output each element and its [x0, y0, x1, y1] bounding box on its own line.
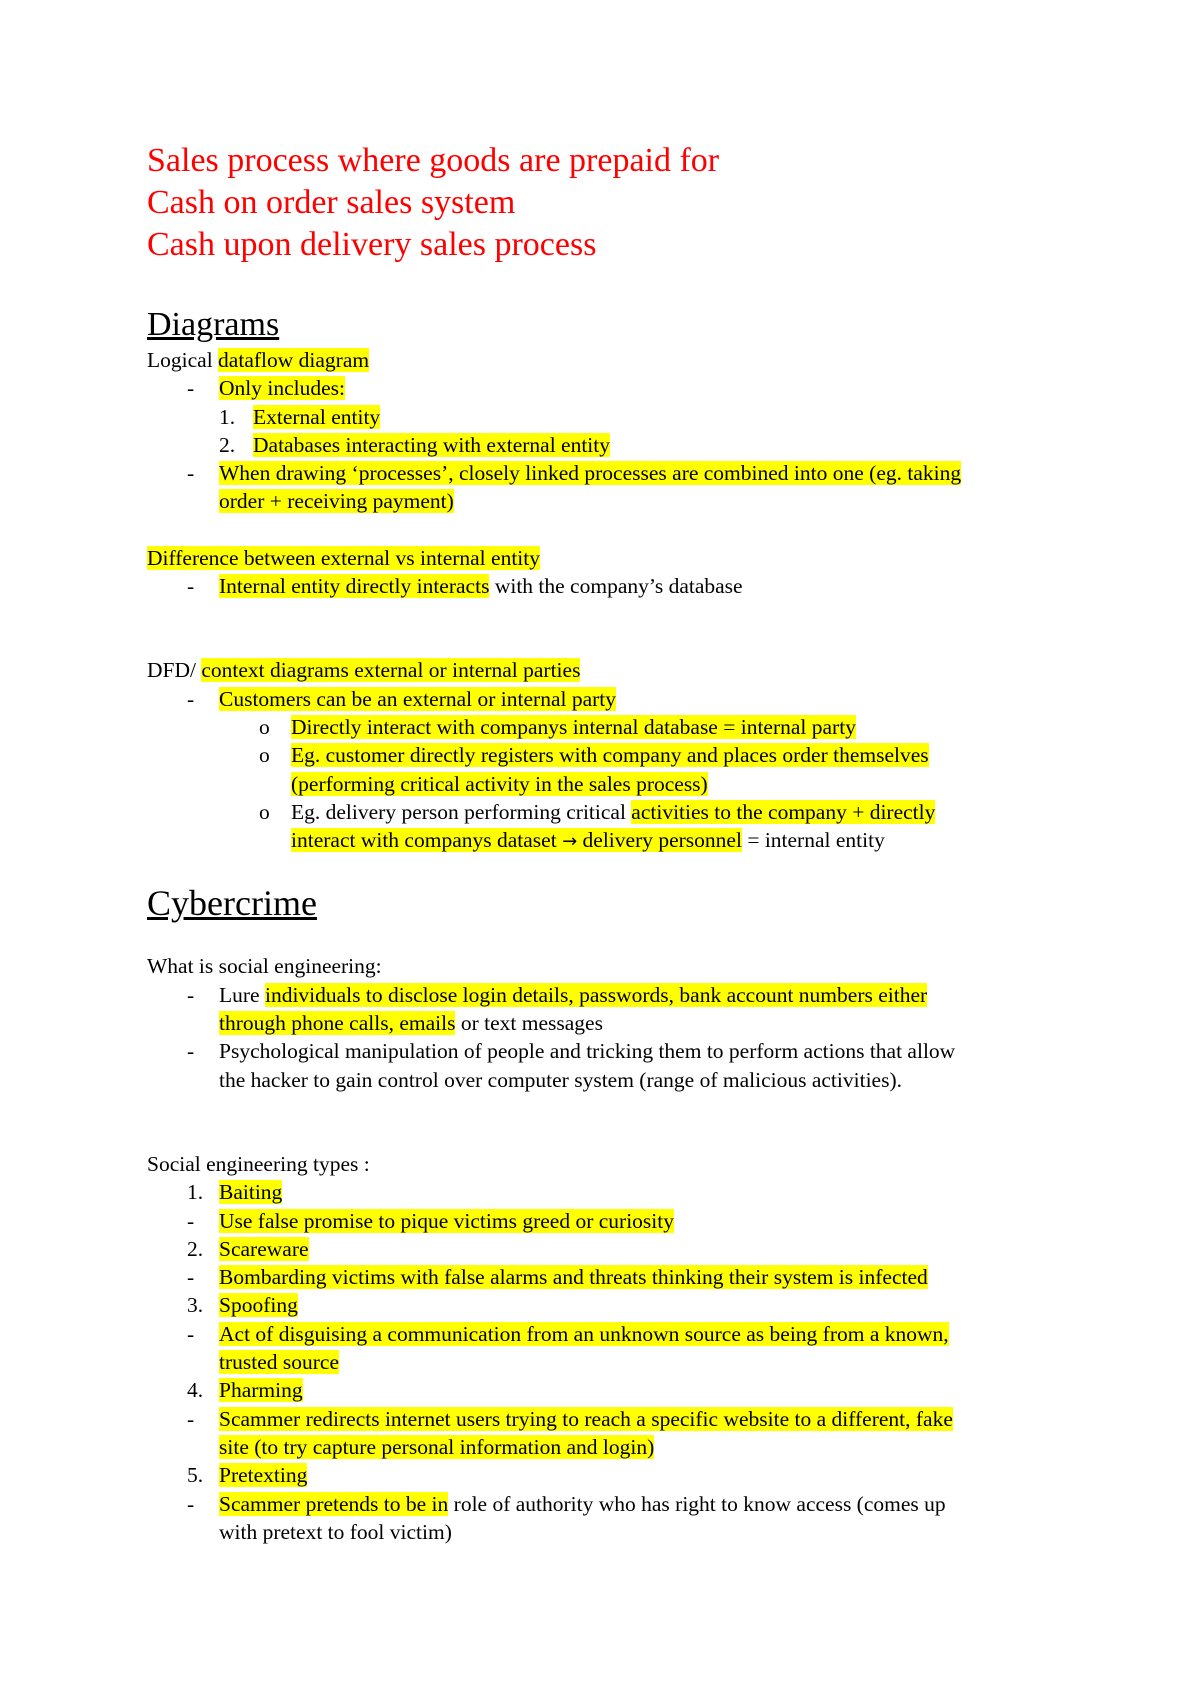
dash-marker: - [187, 982, 195, 1007]
sub3-rest: = internal entity [741, 828, 885, 853]
list-item [147, 1235, 1077, 1263]
dash-marker: - [187, 1321, 195, 1346]
list-item [147, 798, 1077, 857]
lure-rest: or text messages [455, 1011, 603, 1036]
number-marker: 1. [219, 404, 236, 429]
title-line-1: Sales process where goods are prepaid for [147, 142, 720, 179]
sub2-text-line-1: Eg. customer directly registers with company and places order themselves [291, 743, 929, 768]
title-block [147, 140, 1077, 266]
psych-line-2: the hacker to gain control over computer system (range of malicious activities). [219, 1067, 902, 1092]
diagrams-heading: Diagrams [147, 306, 280, 343]
list-item [147, 1263, 1077, 1291]
ldfd-title-highlight: dataflow diagram [218, 348, 370, 372]
dash-marker: - [187, 686, 195, 711]
type-name-pharming: Pharming [219, 1378, 303, 1403]
list-item [147, 1490, 1077, 1547]
diff-title-text: Difference between external vs internal entity [147, 545, 540, 570]
dash-marker: - [187, 376, 195, 401]
external-entity-text: External entity [253, 404, 381, 429]
se-question: What is social engineering: [147, 954, 382, 979]
number-marker: 5. [187, 1463, 204, 1488]
list-item [147, 685, 1077, 713]
list-item [147, 403, 1077, 431]
sub3-highlight-2 [291, 828, 742, 852]
bullet-marker: o [259, 743, 270, 768]
processes-text-line-1: When drawing ‘processes’, closely linked processes are combined into one (eg. taking [219, 461, 962, 486]
lure-plain: Lure [219, 982, 265, 1007]
ldfd-title-plain: Logical [147, 348, 219, 372]
cybercrime-heading: Cybercrime [147, 883, 317, 924]
ldfd-title [147, 346, 1077, 374]
diff-title [147, 544, 1077, 572]
pretext-rest-line-1: role of authority who has right to know access (comes up [448, 1491, 946, 1516]
types-title: Social engineering types : [147, 1151, 370, 1176]
type-desc-pharming-line-1: Scammer redirects internet users trying to reach a specific website to a different, fake [219, 1406, 953, 1431]
list-item [147, 1376, 1077, 1404]
type-name-spoofing: Spoofing [219, 1293, 298, 1318]
diagrams-section [147, 304, 1077, 856]
sub3-highlight-2b: delivery personnel [577, 828, 742, 853]
list-item [147, 459, 1077, 516]
sub2-text-line-2: (performing critical activity in the sales process) [291, 771, 708, 796]
number-marker: 2. [219, 432, 236, 457]
list-item [147, 981, 1077, 1038]
type-name-pretexting: Pretexting [219, 1463, 308, 1488]
list-item [147, 1405, 1077, 1462]
number-marker: 3. [187, 1293, 204, 1318]
list-item [147, 572, 1077, 600]
list-item [147, 1291, 1077, 1319]
pretext-highlight: Scammer pretends to be in [219, 1491, 449, 1516]
dfd-title-highlight: context diagrams external or internal parties [201, 658, 581, 683]
number-marker: 4. [187, 1378, 204, 1403]
document-page [147, 140, 1077, 1546]
number-marker: 1. [187, 1180, 204, 1205]
title-line-2: Cash on order sales system [147, 184, 516, 221]
type-desc-scareware: Bombarding victims with false alarms and threats thinking their system is infected [219, 1265, 928, 1290]
customers-text: Customers can be an external or internal party [219, 686, 617, 711]
databases-text: Databases interacting with external entity [253, 432, 611, 457]
bullet-marker: o [259, 799, 270, 824]
sub3-highlight-1: activities to the company + directly [631, 799, 936, 824]
dash-marker: - [187, 461, 195, 486]
list-item [147, 1207, 1077, 1235]
type-desc-spoofing-line-2: trusted source [219, 1350, 340, 1375]
list-item [147, 1320, 1077, 1377]
pretext-rest-line-2: with pretext to fool victim) [219, 1519, 452, 1544]
processes-text-line-2: order + receiving payment) [219, 489, 454, 514]
sub3-highlight-2a: interact with companys dataset [291, 828, 563, 853]
lure-highlight-line-2: through phone calls, emails [219, 1011, 456, 1036]
dfd-title-plain: DFD/ [147, 658, 202, 683]
cybercrime-section [147, 882, 1077, 1546]
type-desc-pharming-line-2: site (to try capture personal information and login) [219, 1434, 655, 1459]
type-desc-baiting: Use false promise to pique victims greed or curiosity [219, 1208, 674, 1233]
sub1-text: Directly interact with companys internal database = internal party [291, 714, 856, 739]
list-item [147, 741, 1077, 798]
list-item [147, 1461, 1077, 1489]
dash-marker: - [187, 1208, 195, 1233]
dash-marker: - [187, 1406, 195, 1431]
sub3-plain: Eg. delivery person performing critical [291, 799, 632, 824]
dash-marker: - [187, 1039, 195, 1064]
lure-highlight-line-1: individuals to disclose login details, passwords, bank account numbers either [264, 982, 928, 1007]
dash-marker: - [187, 574, 195, 599]
arrow-right-icon: → [562, 831, 578, 853]
list-item [147, 713, 1077, 741]
list-item [147, 431, 1077, 459]
list-item [147, 374, 1077, 402]
type-desc-spoofing-line-1: Act of disguising a communication from an unknown source as being from a known, [219, 1321, 949, 1346]
title-line-3: Cash upon delivery sales process [147, 226, 597, 263]
only-includes-text: Only includes: [219, 376, 345, 401]
diff-rest: with the company’s database [489, 574, 743, 599]
diff-highlight: Internal entity directly interacts [219, 574, 490, 599]
dfd-title [147, 656, 1077, 684]
list-item [147, 1037, 1077, 1094]
psych-line-1: Psychological manipulation of people and tricking them to perform actions that allow [219, 1039, 956, 1064]
dash-marker: - [187, 1491, 195, 1516]
dash-marker: - [187, 1265, 195, 1290]
list-item [147, 1178, 1077, 1206]
bullet-marker: o [259, 714, 270, 739]
type-name-scareware: Scareware [219, 1236, 309, 1261]
type-name-baiting: Baiting [219, 1180, 283, 1205]
number-marker: 2. [187, 1236, 204, 1261]
